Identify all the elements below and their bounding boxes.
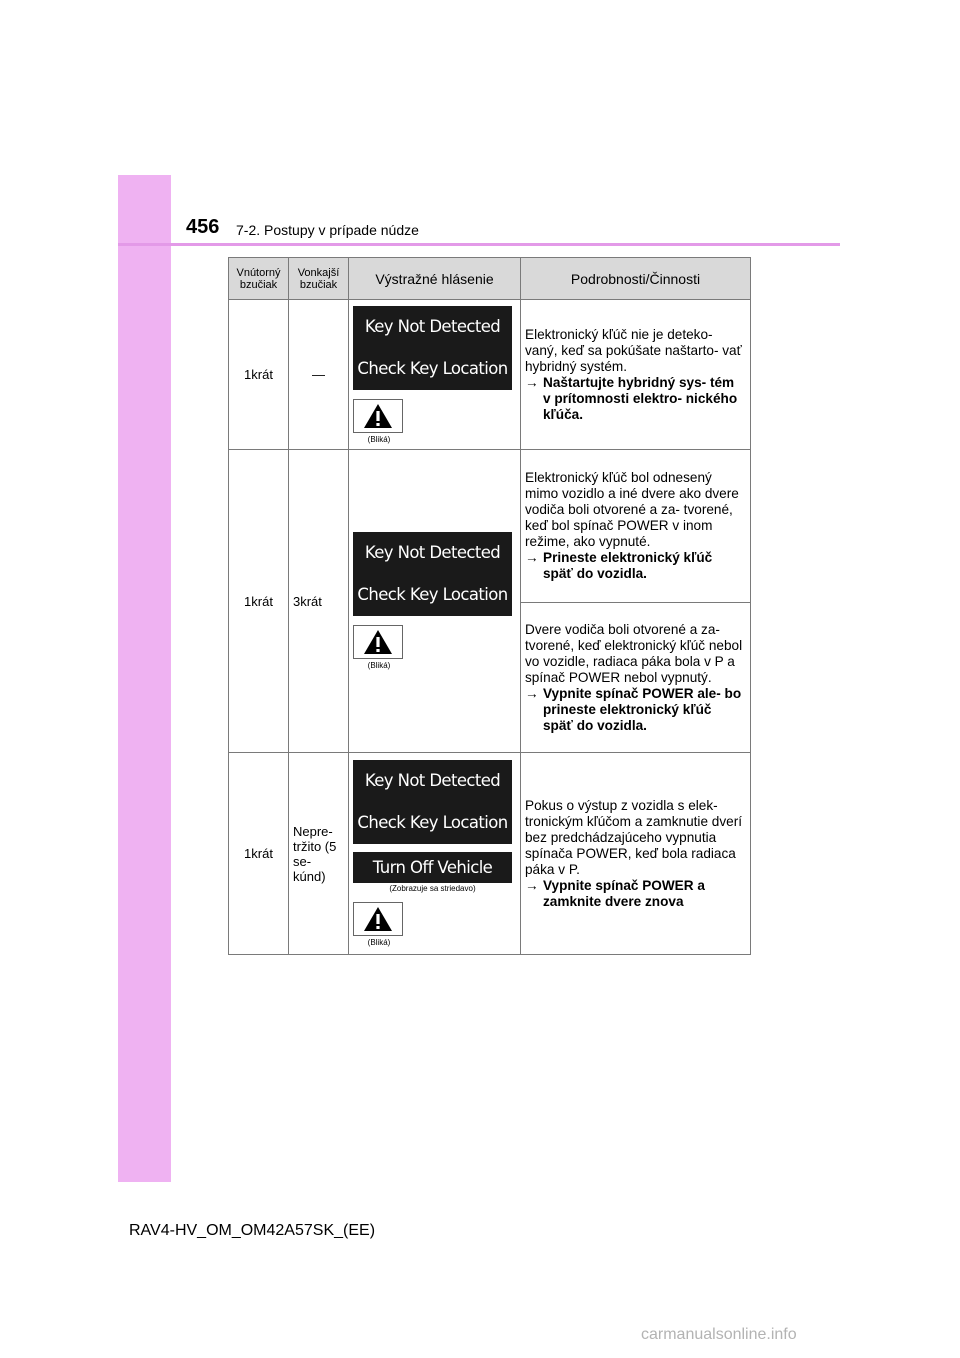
arrow-icon: → [525, 374, 539, 390]
internal-buzzer-count: 1krát [229, 450, 289, 753]
table-row [229, 300, 751, 450]
internal-buzzer-count: 1krát [229, 300, 289, 450]
details-cell [521, 753, 751, 955]
details-text: Elektronický kľúč nie je deteko- vaný, keď sa pokúšate naštarto- vať hybridný systém. [525, 326, 742, 374]
warning-triangle-icon [363, 629, 393, 655]
arrow-icon: → [525, 550, 539, 565]
action-item [525, 686, 745, 734]
display-line: Check Key Location [357, 358, 508, 378]
details-text: Pokus o výstup z vozidla s elek- tronickým kľúčom a zamknutie dverí bez predchádzajúceho vypnutia spínača POWER, keď bola radiaca páka v P. [525, 797, 743, 877]
action-text: Vypnite spínač POWER ale- bo prineste elektronický kľúč späť do vozidla. [543, 685, 742, 733]
watermark: carmanualsonline.info [641, 1326, 797, 1343]
page-number: 456 [186, 216, 220, 238]
details-text: Elektronický kľúč bol odnesený mimo vozidlo a iné dvere ako dvere vodiča boli otvorené a za- tvorené, keď bol spínač POWER v inom režime, ako vypnuté. [525, 470, 739, 549]
manual-id: RAV4-HV_OM_OM42A57SK_(EE) [129, 1222, 376, 1239]
warning-triangle-icon [363, 906, 393, 932]
internal-buzzer-count: 1krát [229, 753, 289, 955]
multi-info-display [353, 306, 512, 390]
icon-caption: (Bliká) [367, 661, 391, 670]
details-cell [521, 450, 751, 603]
external-buzzer-count: 3krát [289, 450, 349, 753]
details-text: Dvere vodiča boli otvorené a za- tvorené, keď elektronický kľúč nebol vo vozidle, radiaca páka bola v P a spínač POWER nebol vypnutý. [525, 621, 743, 685]
header-rule [118, 243, 840, 246]
alternate-display-line: Turn Off Vehicle [353, 852, 512, 883]
action-item [525, 878, 745, 910]
action-item [525, 375, 745, 423]
action-item [525, 550, 745, 582]
header-details: Podrobnosti/Činnosti [521, 258, 751, 300]
details-cell [521, 603, 751, 753]
table-row [229, 753, 751, 955]
external-buzzer-count: Nepre- tržito (5 se- kúnd) [289, 753, 349, 955]
action-text: Vypnite spínač POWER a zamknite dvere znova [543, 877, 705, 909]
icon-caption: (Bliká) [367, 434, 391, 444]
action-text: Naštartujte hybridný sys- tém v prítomnosti elektro- nického kľúča. [543, 374, 738, 422]
warning-indicator [353, 399, 403, 433]
external-buzzer-count: — [289, 300, 349, 450]
details-cell [521, 300, 751, 450]
warning-indicator [353, 625, 403, 659]
alternate-caption: (Zobrazuje sa striedavo) [389, 884, 476, 893]
warning-message-cell [349, 300, 521, 450]
arrow-icon: → [525, 685, 539, 701]
header-warning-message: Výstražné hlásenie [349, 258, 521, 300]
icon-caption: (Bliká) [367, 938, 391, 947]
display-line: Key Not Detected [364, 543, 501, 562]
warning-table [228, 257, 751, 955]
section-tab-band [118, 175, 171, 1182]
header-external-buzzer: Vonkajší bzučiak [289, 258, 349, 300]
arrow-icon: → [525, 877, 539, 893]
action-text: Prineste elektronický kľúč späť do vozidla. [543, 550, 713, 581]
section-title: 7-2. Postupy v prípade núdze [236, 222, 419, 238]
display-line: Check Key Location [357, 813, 508, 832]
warning-message-cell [349, 450, 521, 753]
warning-indicator [353, 902, 403, 936]
display-line: Check Key Location [357, 585, 508, 604]
table-header-row [229, 258, 751, 300]
header-internal-buzzer: Vnútorný bzučiak [229, 258, 289, 300]
warning-triangle-icon [363, 403, 393, 429]
display-line: Key Not Detected [364, 316, 501, 336]
multi-info-display [353, 532, 512, 616]
multi-info-display [353, 760, 512, 844]
warning-message-cell [349, 753, 521, 955]
table-row [229, 450, 751, 603]
display-line: Key Not Detected [364, 771, 501, 790]
